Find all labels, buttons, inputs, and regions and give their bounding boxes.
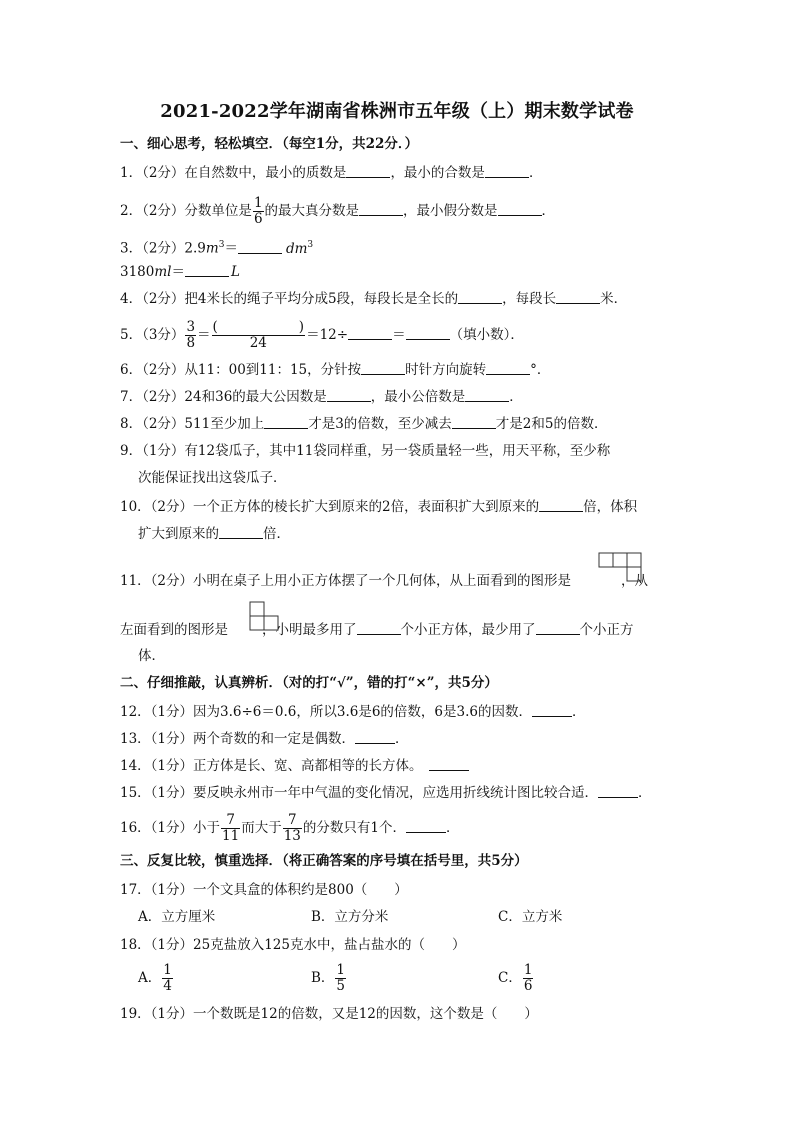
- question-8: 8．（2分）511至少加上 才是3的倍数，至少减去 才是2和5的倍数．: [120, 413, 607, 434]
- fraction: $\frac{3}{8}$: [186, 319, 196, 351]
- left-view-figure: [248, 600, 282, 634]
- answer-blank[interactable]: [355, 728, 395, 744]
- answer-blank[interactable]: [532, 701, 572, 717]
- fraction: $\frac{7}{11}$: [222, 812, 240, 844]
- question-11: 11．（2分）小明在桌子上用小正方体摆了一个几何体，从上面看到的图形是 ，从: [120, 573, 649, 589]
- question-2: 2．（2分）分数单位是 $\frac{1}{6}$ 的最大真分数是 ，最小假分数是 ．: [120, 195, 556, 227]
- question-9-line-2: 次能保证找出这袋瓜子．: [138, 470, 287, 486]
- answer-blank[interactable]: [486, 359, 530, 375]
- answer-blank[interactable]: [498, 200, 542, 216]
- question-12: 12．（1分）因为3.6÷6＝0.6，所以3.6是6的倍数，6是3.6的因数． ．: [120, 701, 585, 722]
- question-17: 17．（1分）一个文具盒的体积约是800（ ）: [120, 882, 408, 898]
- answer-blank[interactable]: [357, 619, 401, 635]
- question-14: 14．（1分）正方体是长、宽、高都相等的长方体。: [120, 755, 469, 776]
- question-6: 6．（2分）从11：00到11：15，分针按 时针方向旋转 °．: [120, 359, 550, 380]
- question-9: 9．（1分）有12袋瓜子，其中11袋同样重，另一袋质量轻一些，用天平称，至少称: [120, 443, 611, 459]
- answer-blank[interactable]: [556, 288, 600, 304]
- option-b[interactable]: B． $\frac{1}{5}$: [311, 962, 346, 994]
- question-10-line-2: 扩大到原来的 倍．: [138, 523, 290, 544]
- answer-blank[interactable]: [485, 162, 529, 178]
- answer-blank[interactable]: [452, 413, 496, 429]
- answer-blank[interactable]: [406, 324, 450, 340]
- question-19: 19．（1分）一个数既是12的倍数，又是12的因数，这个数是（ ）: [120, 1006, 538, 1022]
- question-3: 3．（2分）$2.9m^3= dm^3$: [120, 235, 313, 259]
- page-title: 2021-2022学年湖南省株洲市五年级（上）期末数学试卷: [160, 101, 634, 122]
- option-a[interactable]: A．立方厘米: [138, 909, 216, 925]
- question-15: 15．（1分）要反映永州市一年中气温的变化情况，应选用折线统计图比较合适． ．: [120, 782, 652, 803]
- answer-blank[interactable]: [219, 523, 263, 539]
- answer-blank[interactable]: [598, 782, 638, 798]
- question-18: 18．（1分）25克盐放入125克水中，盐占盐水的（ ）: [120, 937, 466, 953]
- fraction: $\frac{1}{6}$: [253, 195, 263, 227]
- question-1: 1．（2分）在自然数中，最小的质数是 ，最小的合数是 ．: [120, 162, 542, 183]
- answer-blank[interactable]: [238, 238, 282, 254]
- answer-blank[interactable]: [536, 619, 580, 635]
- answer-blank[interactable]: [185, 261, 229, 277]
- question-13: 13．（1分）两个奇数的和一定是偶数． ．: [120, 728, 409, 749]
- answer-blank[interactable]: [346, 162, 390, 178]
- answer-blank[interactable]: [348, 324, 392, 340]
- answer-blank[interactable]: [539, 496, 583, 512]
- question-5: 5．（3分） $\frac{3}{8}$ ＝ $\frac{( )}{24}$ ＝12÷ ＝ （填小数）．: [120, 319, 524, 351]
- answer-blank[interactable]: [361, 359, 405, 375]
- question-7: 7．（2分）24和36的最大公因数是 ，最小公倍数是 ．: [120, 386, 523, 407]
- question-4: 4．（2分）把4米长的绳子平均分成5段，每段长是全长的 ，每段长 米．: [120, 288, 627, 309]
- fraction: $\frac{1}{5}$: [336, 962, 346, 994]
- answer-blank[interactable]: [406, 817, 446, 833]
- question-11-line-3: 体．: [138, 648, 165, 664]
- section-2-heading: 二、仔细推敲，认真辨析．（对的打“√”，错的打“×”，共5分）: [120, 675, 498, 691]
- top-view-figure: [597, 551, 645, 585]
- fraction: $\frac{7}{13}$: [283, 812, 301, 844]
- section-1-heading: 一、细心思考，轻松填空．（每空1分，共22分．）: [120, 136, 419, 152]
- answer-blank[interactable]: [465, 386, 509, 402]
- answer-blank[interactable]: [327, 386, 371, 402]
- answer-blank[interactable]: [458, 288, 502, 304]
- question-3-line-2: 3180ml＝ L: [120, 261, 240, 282]
- fraction: $\frac{1}{4}$: [163, 962, 172, 994]
- answer-blank[interactable]: [264, 413, 308, 429]
- answer-blank[interactable]: [429, 755, 469, 771]
- answer-blank[interactable]: [359, 200, 403, 216]
- option-a[interactable]: A． $\frac{1}{4}$: [138, 962, 172, 994]
- question-10: 10．（2分）一个正方体的棱长扩大到原来的2倍，表面积扩大到原来的 倍，体积: [120, 496, 637, 517]
- option-b[interactable]: B．立方分米: [311, 909, 389, 925]
- section-3-heading: 三、反复比较，慎重选择．（将正确答案的序号填在括号里，共5分）: [120, 853, 528, 869]
- option-c[interactable]: C．立方米: [498, 909, 563, 925]
- question-11-line-2: 左面看到的图形是 ，小明最多用了 个小正方体，最少用了 个小正方: [120, 619, 634, 640]
- fraction: $\frac{1}{6}$: [523, 962, 533, 994]
- option-c[interactable]: C． $\frac{1}{6}$: [498, 962, 533, 994]
- question-16: 16．（1分）小于 $\frac{7}{11}$ 而大于 $\frac{7}{13}$ 的分数只有1个． ．: [120, 812, 460, 844]
- fraction-blank[interactable]: $\frac{( )}{24}$: [212, 319, 305, 351]
